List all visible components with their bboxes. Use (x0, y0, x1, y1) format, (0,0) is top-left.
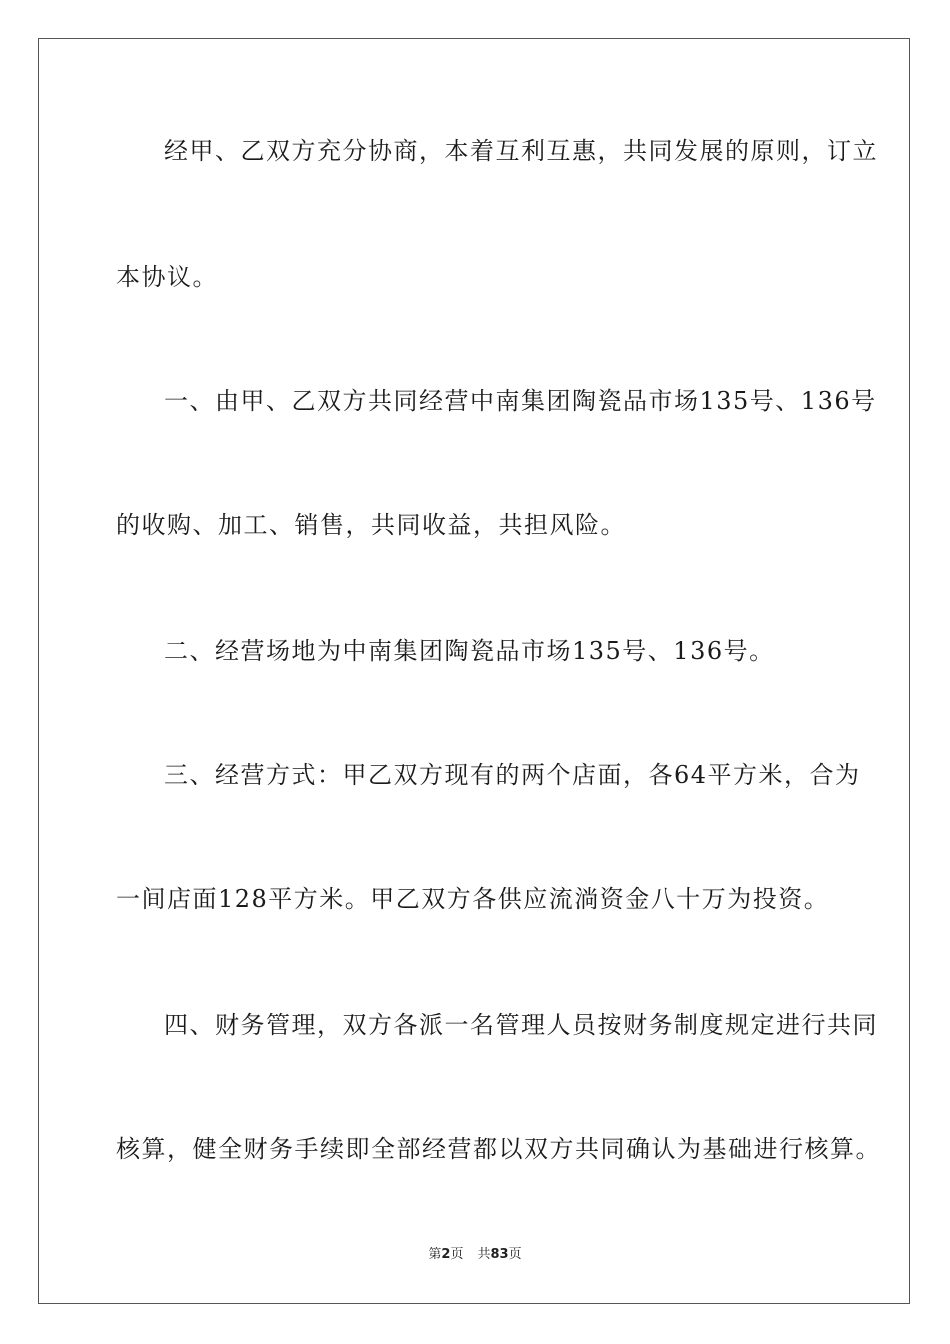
page-footer (0, 1246, 950, 1264)
paragraph-2-line-2: 的收购、加工、销售，共同收益，共担风险。 (116, 511, 626, 539)
footer-total-prefix: 共 (477, 1247, 491, 1262)
paragraph-5-line-2: 核算，健全财务手续即全部经营都以双方共同确认为基础进行核算。 (116, 1135, 881, 1163)
paragraph-4-line-1: 三、经营方式：甲乙双方现有的两个店面，各64平方米，合为 (164, 761, 861, 789)
footer-total-pages: 83 (490, 1247, 509, 1262)
paragraph-3-line-1: 二、经营场地为中南集团陶瓷品市场135号、136号。 (164, 637, 775, 665)
page-border (38, 38, 910, 1304)
paragraph-4-line-2: 一间店面128平方米。甲乙双方各供应流淌资金八十万为投资。 (116, 885, 830, 913)
footer-total-suffix: 页 (508, 1247, 522, 1262)
paragraph-2-line-1: 一、由甲、乙双方共同经营中南集团陶瓷品市场135号、136号 (164, 387, 877, 415)
paragraph-1-line-2: 本协议。 (116, 263, 218, 291)
paragraph-5-line-1: 四、财务管理，双方各派一名管理人员按财务制度规定进行共同 (164, 1011, 878, 1039)
paragraph-1-line-1: 经甲、乙双方充分协商，本着互利互惠，共同发展的原则，订立 (164, 137, 878, 165)
footer-page-prefix: 第 (428, 1247, 442, 1262)
footer-page-suffix: 页 (450, 1247, 464, 1262)
footer-page-number: 2 (441, 1247, 451, 1262)
